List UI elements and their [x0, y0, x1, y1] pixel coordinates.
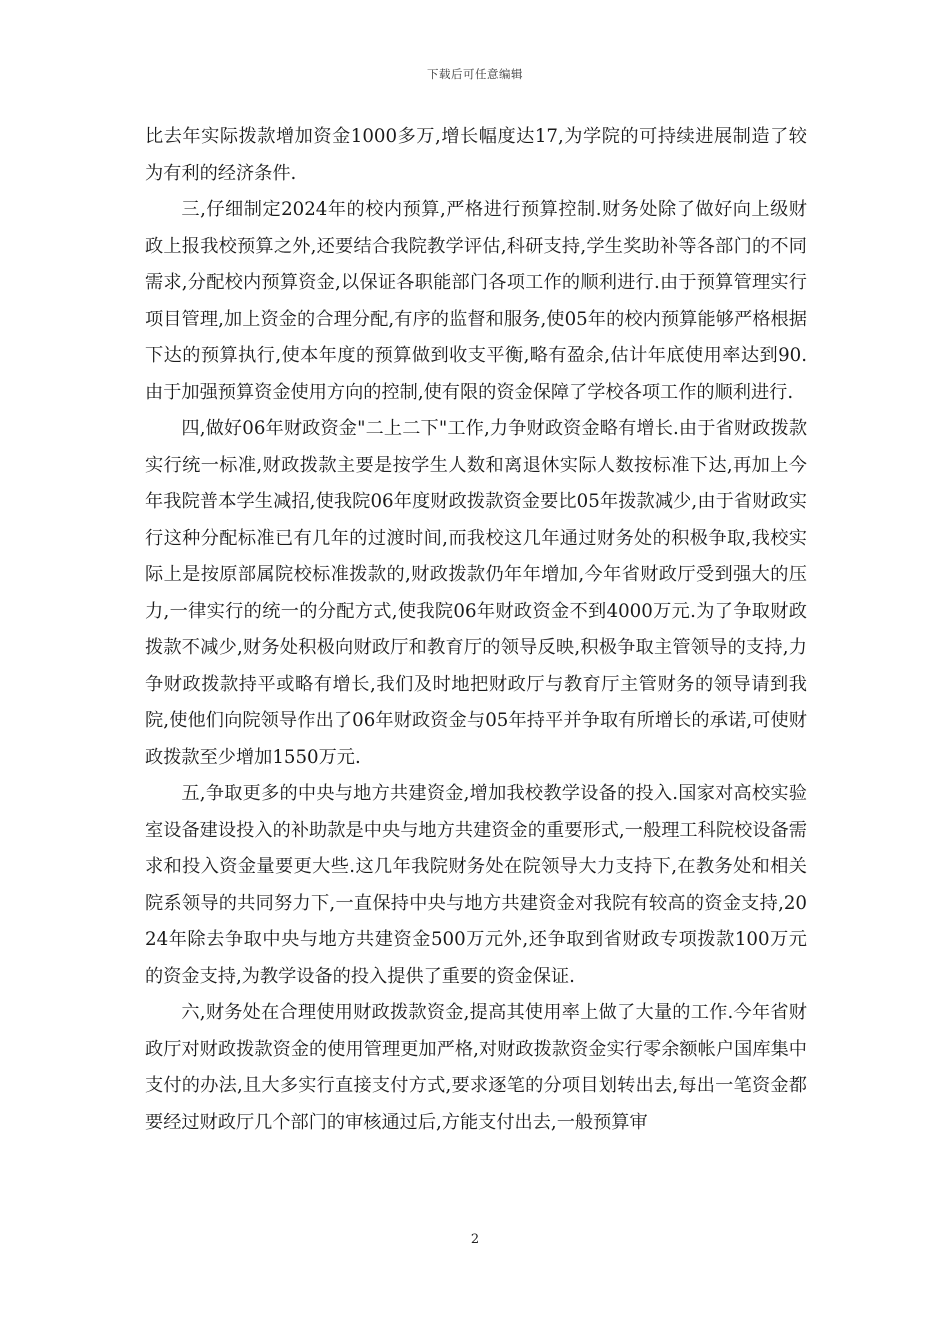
paragraph-section-4-fiscal-funds: 四,做好06年财政资金"二上二下"工作,力争财政资金略有增长.由于省财政拨款实行统一标准,财政拨款主要是按学生人数和离退休实际人数按标准下达,再加上今年我院普本学生减招,使我院06年度财政拨款资金要比05年拨款减少,由于省财政实行这种分配标准已有几年的过渡时间,而我校这几年通过财务处的积极争取,我校实际上是按原部属院校标准拨款的,财政拨款仍年年增加,今年省财政厅受到强大的压力,一律实行的统一的分配方式,使我院06年财政资金不到4000万元.为了争取财政拨款不减少,财务处积极向财政厅和教育厅的领导反映,积极争取主管领导的支持,力争财政拨款持平或略有增长,我们及时地把财政厅与教育厅主管财务的领导请到我院,使他们向院领导作出了06年财政资金与05年持平并争取有所增长的承诺,可使财政拨款至少增加1550万元.: [145, 418, 807, 768]
paragraph-section-6-fund-usage: 六,财务处在合理使用财政拨款资金,提高其使用率上做了大量的工作.今年省财政厅对财政拨款资金的使用管理更加严格,对财政拨款资金实行零余额帐户国库集中支付的办法,且大多实行直接支付方式,要求逐笔的分项目划转出去,每出一笔资金都要经过财政厅几个部门的审核通过后,方能支付出去,一般预算审: [145, 1002, 807, 1133]
paragraph-section-5-joint-funds: 五,争取更多的中央与地方共建资金,增加我校教学设备的投入.国家对高校实验室设备建设投入的补助款是中央与地方共建资金的重要形式,一般理工科院校设备需求和投入资金量要更大些.这几年我院财务处在院领导大力支持下,在教务处和相关院系领导的共同努力下,一直保持中央与地方共建资金对我院有较高的资金支持,2024年除去争取中央与地方共建资金500万元外,还争取到省财政专项拨款100万元的资金支持,为教学设备的投入提供了重要的资金保证.: [145, 783, 807, 987]
document-body: [145, 119, 807, 1141]
paragraph-continuation: 比去年实际拨款增加资金1000多万,增长幅度达17,为学院的可持续进展制造了较为有利的经济条件.: [145, 126, 807, 184]
page-header-note: 下载后可任意编辑: [427, 67, 523, 81]
paragraph-section-3-budget: 三,仔细制定2024年的校内预算,严格进行预算控制.财务处除了做好向上级财政上报我校预算之外,还要结合我院教学评估,科研支持,学生奖助补等各部门的不同需求,分配校内预算资金,以保证各职能部门各项工作的顺利进行.由于预算管理实行项目管理,加上资金的合理分配,有序的监督和服务,使05年的校内预算能够严格根据下达的预算执行,使本年度的预算做到收支平衡,略有盈余,估计年底使用率达到90.由于加强预算资金使用方向的控制,使有限的资金保障了学校各项工作的顺利进行.: [145, 199, 807, 403]
page-number: 2: [470, 1232, 480, 1247]
